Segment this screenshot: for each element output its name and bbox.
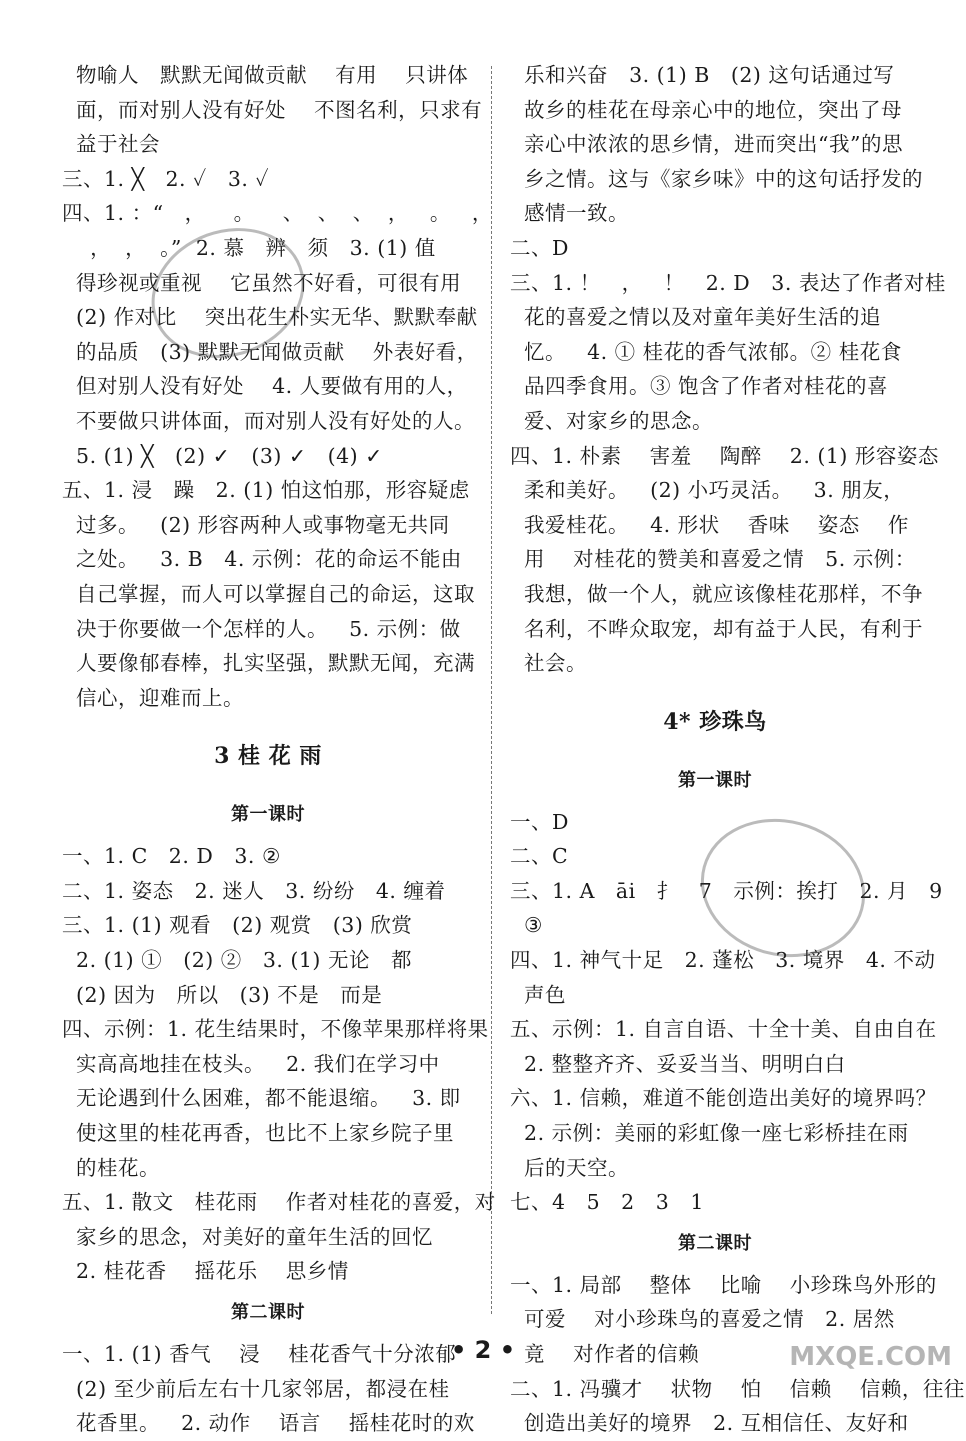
answer-line: 五、1. 散文 桂花雨 作者对桂花的喜爱，对 [62,1190,496,1215]
answer-line: 家乡的思念，对美好的童年生活的回忆 [62,1224,434,1249]
answer-line: 二、D [510,235,569,260]
answer-line: 一、1. 局部 整体 比喻 小珍珠鸟外形的 [510,1272,937,1297]
section-title: 3 桂 花 雨 [214,743,322,770]
answer-line: 5. (1) ╳ (2) ✓ (3) ✓ (4) ✓ [62,443,383,468]
answer-line: 但对别人没有好处 4. 人要做有用的人， [62,374,468,399]
lesson-heading: 第二课时 [678,1232,752,1254]
answer-line: 四、1. 神气十足 2. 蓬松 3. 境界 4. 不动 [510,948,936,973]
answer-line: 乐和兴奋 3. (1) B (2) 这句话通过写 [510,63,895,87]
answer-line: 物喻人 默默无闻做贡献 有用 只讲体 [62,63,469,87]
answer-line: 无论遇到什么困难，都不能退缩。 3. 即 [62,1086,461,1111]
answer-line: 的品质 (3) 默默无闻做贡献 外表好看， [62,339,478,364]
answer-column-right [510,58,965,1441]
answer-line: 2. (1) ① (2) ② 3. (1) 无论 都 [62,948,412,973]
answer-line: 爱、对家乡的思念。 [510,408,714,433]
answer-line: ， ， 。” 2. 慕 辨 须 3. (1) 值 [62,235,436,260]
answer-line: 二、1. 冯骥才 状物 怕 信赖 信赖，往往 [510,1376,965,1401]
answer-line: 感情一致。 [510,201,630,226]
answer-line: 四、示例：1. 花生结果时，不像苹果那样将果 [62,1017,489,1042]
answer-line: 人要像郁春棒，扎实坚强，默默无闻，充满 [62,651,476,676]
lesson-heading: 第二课时 [231,1302,305,1323]
page-number: • 2 • [450,1336,516,1364]
answer-line: 2. 示例：美丽的彩虹像一座七彩桥挂在雨 [510,1121,909,1146]
column-divider [491,66,492,1314]
answer-line: 故乡的桂花在母亲心中的地位，突出了母 [510,97,903,122]
answer-line: 创造出美好的境界 2. 互相信任、友好和 [510,1411,909,1436]
answer-line: 品四季食用。③ 饱含了作者对桂花的喜 [510,374,889,399]
answer-line: 后的天空。 [510,1155,630,1180]
answer-line: 三、1. A āi 扌 7 示例：挨打 2. 月 9 [510,878,943,903]
answer-line: 实高高地挂在枝头。 2. 我们在学习中 [62,1051,440,1076]
answer-line: 益于社会 [62,132,161,157]
lesson-heading: 第一课时 [231,804,305,826]
answer-line: 亲心中浓浓的思乡情，进而突出“我”的思 [510,132,903,157]
answer-line: 信心，迎难而上。 [62,685,245,710]
answer-line: 使这里的桂花再香，也比不上家乡院子里 [62,1121,455,1146]
answer-line: 过多。 (2) 形容两种人或事物毫无共同 [62,512,450,537]
answer-line: 二、1. 姿态 2. 迷人 3. 纷纷 4. 缠着 [62,878,446,903]
answer-line: 二、C [510,844,569,869]
answer-line: 不要做只讲体面，而对别人没有好处的人。 [62,408,476,433]
answer-line: 五、示例：1. 自言自语、十全十美、自由自在 [510,1017,937,1042]
answer-line: 的桂花。 [62,1155,161,1180]
answer-line: 花的喜爱之情以及对童年美好生活的追 [510,305,882,330]
answer-line: 一、1. (1) 香气 浸 桂花香气十分浓郁 [62,1342,457,1366]
answer-line: 得珍视或重视 它虽然不好看，可很有用 [62,270,462,295]
answer-line: 面，而对别人没有好处 不图名利，只求有 [62,97,483,122]
answer-line: 竟 对作者的信赖 [510,1342,700,1366]
answer-line: 三、1. ╳ 2. ✓ 3. ✓ [62,166,270,191]
answer-line: 三、1. ！ ， ！ 2. D 3. 表达了作者对桂 [510,270,946,295]
answer-line: 决于你要做一个怎样的人。 5. 示例：做 [62,616,461,641]
answer-line: (2) 至少前后左右十几家邻居，都浸在桂 [62,1376,450,1401]
answer-line: 四、1. ：“ ， 。 、 、 、 ， 。 ， [62,201,493,226]
answer-line: 一、1. C 2. D 3. ② [62,844,281,869]
answer-line: 声色 [510,982,567,1007]
answer-line: 一、D [510,809,569,834]
answer-line: 柔和美好。 (2) 小巧灵活。 3. 朋友， [510,478,905,503]
answer-line: 我爱桂花。 4. 形状 香味 姿态 作 [510,512,909,537]
answer-line: 名利，不哗众取宠，却有益于人民，有利于 [510,616,924,641]
answer-line: ③ [510,913,543,938]
section-title: 4* 珍珠鸟 [663,708,767,735]
answer-line: 社会。 [510,651,588,676]
answer-line: 七、4 5 2 3 1 [510,1190,704,1215]
answer-line: 忆。 4. ① 桂花的香气浓郁。② 桂花食 [510,339,902,364]
answer-line: 乡之情。这与《家乡味》中的这句话抒发的 [510,166,924,191]
answer-line: 四、1. 朴素 害羞 陶醉 2. (1) 形容姿态 [510,443,939,468]
answer-line: 用 对桂花的赞美和喜爱之情 5. 示例： [510,547,916,572]
answer-line: 六、1. 信赖，难道不能创造出美好的境界吗？ [510,1086,937,1111]
answer-line: 三、1. (1) 观看 (2) 观赏 (3) 欣赏 [62,913,413,938]
lesson-heading: 第一课时 [678,769,752,791]
answer-line: 五、1. 浸 躁 2. (1) 怕这怕那，形容疑虑 [62,478,470,503]
answer-line: 之处。 3. B 4. 示例：花的命运不能由 [62,547,462,572]
answer-line: 2. 整整齐齐、妥妥当当、明明白白 [510,1051,846,1076]
answer-line: (2) 作对比 突出花生朴实无华、默默奉献 [62,305,478,330]
answer-line: 花香里。 2. 动作 语言 摇桂花时的欢 [62,1411,475,1436]
answer-line: 自己掌握，而人可以掌握自己的命运，这取 [62,581,476,606]
answer-line: 可爱 对小珍珠鸟的喜爱之情 2. 居然 [510,1307,895,1332]
answer-line: 我想，做一个人，就应该像桂花那样，不争 [510,581,924,606]
answer-line: 2. 桂花香 摇花乐 思乡情 [62,1259,349,1284]
answer-line: (2) 因为 所以 (3) 不是 而是 [62,982,383,1007]
site-watermark: MXQE.COM [789,1342,952,1372]
